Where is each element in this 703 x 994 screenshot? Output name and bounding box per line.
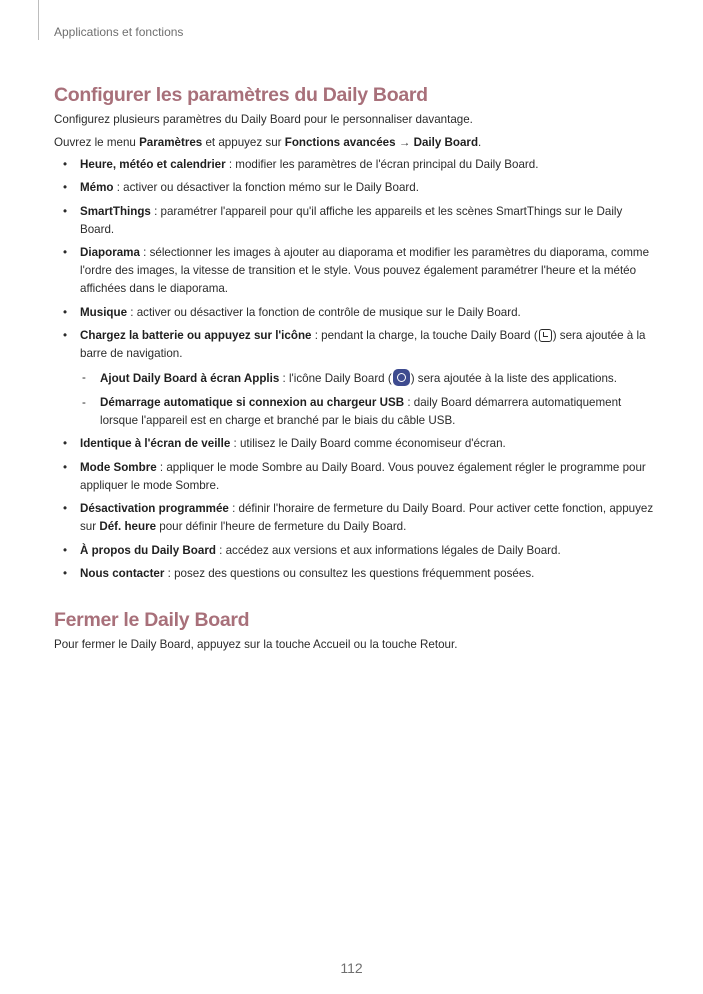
settings-list (54, 156, 654, 583)
page-number: 112 (340, 960, 363, 976)
sub-list-item: - Démarrage automatique si connexion au chargeur USB : daily Board démarrera automatiquement lorsque l'appareil est en charge et branché par le biais du câble USB. (80, 394, 654, 430)
section-header: Applications et fonctions (54, 25, 184, 39)
list-item: • Nous contacter : posez des questions ou consultez les questions fréquemment posées. (54, 565, 654, 583)
list-item: • Désactivation programmée : définir l'horaire de fermeture du Daily Board. Pour activer cette fonction, appuyez sur Déf. heure pour définir l'heure de fermeture du Daily Board. (54, 500, 654, 536)
daily-board-app-icon (393, 369, 410, 386)
list-item: • Heure, météo et calendrier : modifier les paramètres de l'écran principal du Daily Board. (54, 156, 654, 174)
page-content (54, 82, 654, 656)
list-item: • Mode Sombre : appliquer le mode Sombre au Daily Board. Vous pouvez également régler le programme pour appliquer le mode Sombre. (54, 459, 654, 495)
list-item: • À propos du Daily Board : accédez aux versions et aux informations légales de Daily Board. (54, 542, 654, 560)
close-text: Pour fermer le Daily Board, appuyez sur la touche Accueil ou la touche Retour. (54, 637, 458, 651)
list-item: • Chargez la batterie ou appuyez sur l'icône : pendant la charge, la touche Daily Board ( ) sera ajoutée à la barre de navigation. - Ajout Daily Board à écran Applis : l'icône Daily Board ( ) sera ajoutée à la liste des applications. - Démarrage automatique si connexion au chargeur USB : daily Board démarrera automatiquement lorsque l'appareil est en charge et branché par le biais du câble USB. (54, 327, 654, 430)
header-divider (38, 0, 39, 40)
section-title-configure: Configurer les paramètres du Daily Board (54, 84, 428, 106)
daily-board-nav-icon (539, 329, 552, 342)
list-item: • Diaporama : sélectionner les images à ajouter au diaporama et modifier les paramètres du diaporama, comme l'ordre des images, la vitesse de transition et le style. Vous pouvez également paramétrer l'heure et la météo affichées dans le diaporama. (54, 244, 654, 298)
list-item: • SmartThings : paramétrer l'appareil pour qu'il affiche les appareils et les scènes SmartThings sur le Daily Board. (54, 203, 654, 239)
intro-text: Configurez plusieurs paramètres du Daily Board pour le personnaliser davantage. (54, 113, 473, 126)
list-item: • Mémo : activer ou désactiver la fonction mémo sur le Daily Board. (54, 179, 654, 197)
section-title-close: Fermer le Daily Board (54, 608, 250, 631)
list-item: • Identique à l'écran de veille : utilisez le Daily Board comme économiseur d'écran. (54, 435, 654, 453)
open-menu-text: Ouvrez le menu Paramètres et appuyez sur Fonctions avancées → Daily Board. (54, 136, 482, 149)
list-item: • Musique : activer ou désactiver la fonction de contrôle de musique sur le Daily Board. (54, 304, 654, 322)
sub-list-item: - Ajout Daily Board à écran Applis : l'icône Daily Board ( ) sera ajoutée à la liste des applications. (80, 369, 654, 388)
sub-list (80, 369, 654, 430)
